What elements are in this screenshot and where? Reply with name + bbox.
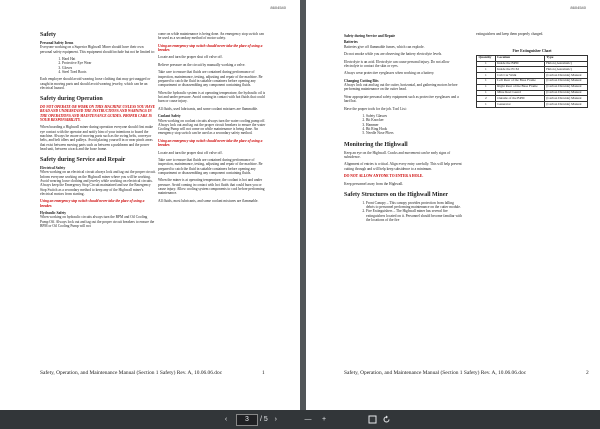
subsection-heading: Safety during Service and Repair [344,34,396,38]
paragraph: Locate and turn the proper shut off valve off. [158,150,223,155]
warning-text: Using an emergency stop switch should never take the place of using a breaker. [40,199,145,208]
page-1-left-column [40,32,156,231]
page-navigation [218,413,284,426]
paragraph: Keep personnel away from the Highwall. [344,181,404,186]
page-number: 1 [262,370,265,376]
total-pages: / 5 [260,416,268,423]
paragraph: Locate and turn the proper shut off valve off. [158,55,223,60]
table-cell: (Carbon Dioxide) Manual [544,84,587,90]
list-item: 4. Bit Ring Hook [366,127,462,131]
warning-text: DO NOT ALLOW ANYONE TO ENTER A HOLE. [344,174,424,179]
warning-text: DO NOT OPERATE OR WORK ON THIS MACHINE UNLESS YOU HAVE READ AND UNDERSTAND THE INSTRUCTIONS AND WARNINGS IN THE OPERATIONS AND MAINTENANCE GUIDES. PROPER CARE IS YOUR RESPONSIBILITY. [40,105,156,123]
column-header: Type [544,55,587,61]
paragraph: When working on coolant circuits always turn the water cooling pump off. Always lock out and tag out the proper circuit breakers to ensure the water Cooling Pump will not come on while maintenance is being done. An emergency stop switch can be used as a secondary safety method. [158,118,266,136]
table-cell: 1 [477,67,496,73]
paragraph: Batteries give off flammable fumes, which can explode. [344,44,425,49]
table-cell: (Carbon Dioxide) Manual [544,78,587,84]
fire-extinguisher-chart [476,50,588,108]
paragraph: Always wear protective eyeglasses when working on a battery. [344,71,435,76]
paragraph: Each employee should avoid wearing loose clothing that may get snagged or caught in moving parts and should avoid wearing jewelry, which can be an electrical hazard. [40,77,151,90]
subsection-heading: Changing Cutting Bits [344,78,379,83]
list-item: 3. Gloves [62,66,156,70]
zoom-in-button[interactable]: + [321,416,327,423]
paragraph: All fluids, most lubricants, and some coolant mixtures are flammable. [158,198,259,203]
table-cell: Inside the BPM [495,61,544,67]
numbered-list [344,201,462,222]
section-heading: Safety Structures on the Highwall Miner [344,191,449,198]
paragraph: Alignment of entries is critical. Align every entry carefully. This will help prevent cutting through and will help keep subsidence to a minimum. [344,162,462,171]
table-cell: 1 [477,61,496,67]
next-page-icon[interactable]: › [274,416,277,423]
zoom-controls [300,413,332,426]
table-cell: 1 [477,84,496,90]
list-item: 4. Steel Toed Boots [62,70,156,74]
table-cell: Halon (Automatic) [544,67,587,73]
list-item: 5. Needle Nose Pliers [366,131,462,135]
doc-id: 8604540 [570,5,586,10]
page-2-right-column [476,32,588,39]
table-cell: (Carbon Dioxide) Manual [544,90,587,96]
list-item: 1. Safety Glasses [366,114,462,118]
table-cell: 1 [477,90,496,96]
subsection-heading: Hydraulic Safety [40,210,67,215]
rotate-icon[interactable] [380,413,393,426]
subsection-heading: Electrical Safety [40,166,66,171]
page-number: 2 [586,370,589,376]
page-input[interactable]: 3 [236,414,258,426]
list-item: 2. Fire Extinguishers – The Highwall miner has several fire extinguishers located on it. Personnel should become familiar with the locations of the fire [366,209,462,222]
paragraph: Wear appropriate personal safety equipment such as protective eyeglasses and a hard hat. [344,94,459,104]
list-item: 1. Front Canopy – This canopy provides protection from falling debris to personnel performing maintenance on the cutter module. [366,201,462,210]
paragraph: When working on an electrical circuit always lock and tag out the proper circuit. Inform everyone working on the Highwall miner where you will be working. Avoid wearing loose clothing and jewelry while working on electrical circuits. Always keep the Emergency Stop Circuit maintained and use the Emergency Stop Switch as a secondary method to keep any of the Highwall miner's electrical motors from starting. [40,170,156,196]
table-cell: Inside the ECM [495,67,544,73]
subsection-heading: Coolant Safety [158,114,181,119]
section-heading: Safety during Operation [40,96,103,103]
table-cell: Left Rear of the Base Frame [495,78,544,84]
paragraph: Relieve pressure on the circuit by manually working a valve. [158,62,246,67]
subsection-heading: Personal Safety Items [40,41,74,45]
list-item: 1. Hard Hat [62,57,156,61]
table-cell: Generator [495,102,544,108]
paragraph: When working on hydraulic circuits always turn the BPM and Oil Cooling Pump Off. Always lock out and tag out the proper circuit breakers to ensure the BPM or Oil Cooling Pump will not [40,215,155,228]
page-1-right-column [158,32,268,206]
doc-id: 8604540 [270,5,286,10]
page-footer: Safety, Operation, and Maintenance Manual (Section 1 Safety) Rev. A, 10.06.06.doc [344,370,527,376]
paragraph: Take care to ensure that fluids are contained during performance of inspection, maintenance, testing, adjusting and repair of the machine. Be prepared to catch the fluid in suitable containers before opening any compartment or disassembling any component containing fluids. [158,70,263,88]
section-heading: Safety during Service and Repair [40,157,126,164]
table-cell: Mine Reel Guard [495,90,544,96]
table-cell: Outside of the BPM [495,96,544,102]
table-cell: Cab Car Walk [495,73,544,79]
warning-text: Using an emergency stop switch should never take the place of using a breaker. [158,138,263,148]
table-cell: (Carbon Dioxide) Manual [544,102,587,108]
table-cell: 2 [477,96,496,102]
chart-caption: Fire Extinguisher Chart [512,49,552,53]
extinguisher-intro: extinguishers and keep them properly charged. [476,32,544,36]
zoom-out-button[interactable]: — [304,416,312,423]
paragraph: Do not smoke while you are observing the battery electrolyte levels. [344,52,443,57]
column-header: Quantity [477,55,496,61]
column-header: Location [495,55,544,61]
paragraph: Keep an eye on the Highwall. Cracks and movement can be early signs of subsidence. [344,150,451,159]
paragraph: Have the proper tools for the job. Tool List: [344,106,407,111]
previous-page-icon[interactable]: ‹ [224,416,228,423]
paragraph: Everyone working on a Superior Highwall Miner should have their own personal safety equipment. This equipment should include but not be limited to: [40,45,155,54]
list-item: 2. Bit Knocker [366,118,462,122]
page-2-left-column [344,32,462,225]
paragraph: When the miner is at operating temperature, the coolant is hot and under pressure. Avoid coming in contact with hot fluids that could burn you or cause injury. Allow cooling system components to cool before performing maintenance. [158,178,265,196]
section-heading: Monitoring the Highwall [344,141,408,148]
pdf-toolbar [0,410,600,429]
list-item: 2. Protective Eye Wear [62,61,156,65]
subsection-heading: Batteries [344,40,358,45]
table-cell: (Carbon Dioxide) Manual [544,96,587,102]
table-cell: Halon (Automatic) [544,61,587,67]
numbered-list [344,114,462,135]
table-cell: 1 [477,102,496,108]
table-cell: 1 [477,73,496,79]
paragraph: come on while maintenance is being done. An emergency stop switch can be used as a secondary method of motor safety. [158,32,264,41]
fit-page-icon[interactable] [366,413,379,426]
page-1 [0,0,300,410]
table-cell: Right Rear of the Base Frame [495,84,544,90]
page-2 [306,0,600,410]
paragraph: Take care to ensure that fluids are contained during performance of inspection, maintenance, testing, adjusting and repair of the machine. Be prepared to catch the fluid in suitable containers before opening any compartment or disassembling any component containing fluids. [158,158,263,175]
list-item: 3. Hammer [366,123,462,127]
table-cell: 1 [477,78,496,84]
warning-text: Using an emergency stop switch should never take the place of using a breaker. [158,43,263,53]
page-footer: Safety, Operation, and Maintenance Manual (Section 1 Safety) Rev. A, 10.06.06.doc [40,370,223,376]
section-heading: Safety [40,32,56,38]
paragraph: Always lock out and tag out the cutter, horizontal, and gathering motors before performing maintenance on the cutter head. [344,83,458,92]
numbered-list [40,57,156,74]
paragraph: When the hydraulic system is at operating temperature, the hydraulic oil is hot and under pressure. Avoid coming in contact with hot fluids that could burn or cause injury. [158,90,266,104]
paragraph: Electrolyte is an acid. Electrolyte can cause personal injury. Do not allow electrolyte to contact the skin or eyes. [344,59,450,68]
table-cell: (Carbon Dioxide) Manual [544,73,587,79]
paragraph: When boarding a Highwall miner during operation everyone should first make eye contact with the operator and notify him of your intentions to board the machine. Always be aware of moving parts such as the swing belts, conveyor belts, and belt idlers and pulleys. Avoid placing yourself in or near pinch areas that exist between moving parts such as between a pushbeam and the power head unit, between a track and the boxe frame. [40,125,153,151]
paragraph: All fluids, used lubricants, and some coolant mixtures are flammable. [158,106,259,111]
table-row [477,102,588,108]
